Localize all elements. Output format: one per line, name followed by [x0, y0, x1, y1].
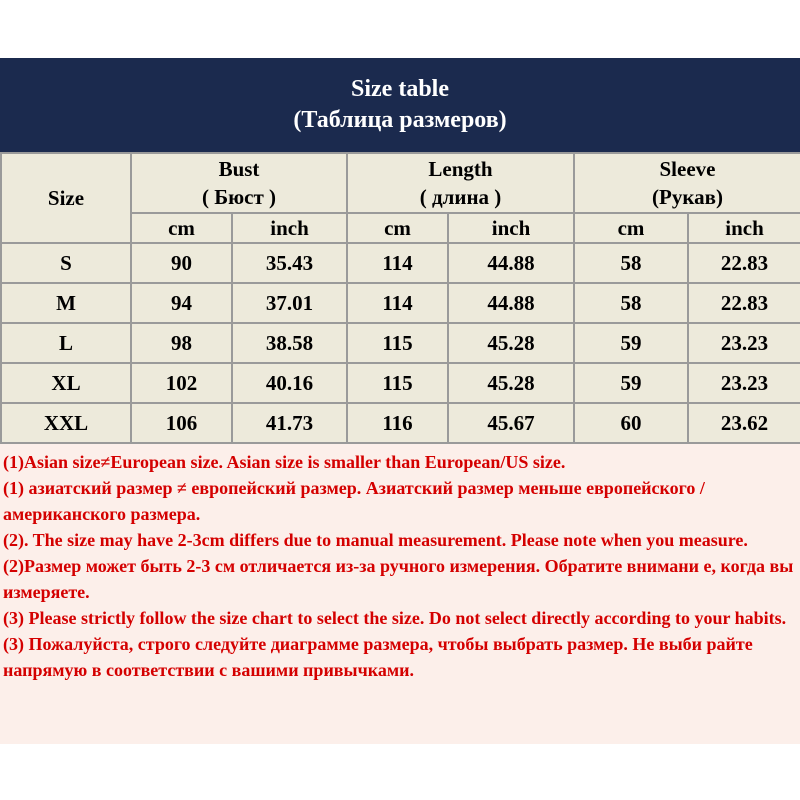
table-row [1, 283, 800, 323]
table-row [1, 363, 800, 403]
note-measurement-en: (2). The size may have 2-3cm differs due to manual measurement. Please note when you measure. [3, 530, 748, 550]
sleeve-cm-cell: 59 [574, 363, 688, 403]
length-inch-cell: 45.67 [448, 403, 574, 443]
size-cell: L [1, 323, 131, 363]
sleeve-inch-cell: 23.23 [688, 363, 800, 403]
sleeve-translation: (Рукав) [652, 185, 723, 209]
sleeve-inch-cell: 23.62 [688, 403, 800, 443]
bust-cm-cell: 102 [131, 363, 232, 403]
length-cm-cell: 115 [347, 363, 448, 403]
note-follow-chart-ru: (3) Пожалуйста, строго следуйте диаграмме размера, чтобы выбрать размер. Не выби райте напрямую в соответствии с вашими привычками. [3, 634, 753, 680]
size-cell: XL [1, 363, 131, 403]
size-table [0, 152, 800, 444]
unit-header-cm: cm [131, 213, 232, 243]
size-cell: S [1, 243, 131, 283]
size-table-header [0, 58, 800, 152]
note-measurement-ru: (2)Размер может быть 2-3 см отличается из-за ручного измерения. Обратите внимани е, когда вы измеряете. [3, 556, 794, 602]
length-inch-cell: 45.28 [448, 363, 574, 403]
bust-translation: ( Бюст ) [201, 185, 277, 209]
bust-label: Bust [218, 157, 260, 181]
bust-inch-cell: 35.43 [232, 243, 347, 283]
sleeve-cm-cell: 60 [574, 403, 688, 443]
size-column-header: Size [1, 153, 131, 243]
unit-header-inch: inch [448, 213, 574, 243]
bust-inch-cell: 38.58 [232, 323, 347, 363]
unit-header-cm: cm [574, 213, 688, 243]
length-cm-cell: 114 [347, 283, 448, 323]
size-chart [0, 58, 800, 744]
sleeve-cm-cell: 58 [574, 283, 688, 323]
size-cell: M [1, 283, 131, 323]
length-column-header [347, 153, 574, 213]
length-label: Length [428, 157, 493, 181]
note-follow-chart-en: (3) Please strictly follow the size chart to select the size. Do not select directly according to your habits. [3, 608, 787, 628]
length-inch-cell: 45.28 [448, 323, 574, 363]
length-cm-cell: 116 [347, 403, 448, 443]
length-inch-cell: 44.88 [448, 283, 574, 323]
table-row [1, 243, 800, 283]
bust-cm-cell: 94 [131, 283, 232, 323]
sleeve-column-header [574, 153, 800, 213]
sleeve-inch-cell: 22.83 [688, 243, 800, 283]
sleeve-inch-cell: 23.23 [688, 323, 800, 363]
length-cm-cell: 114 [347, 243, 448, 283]
note-asian-size-en: (1)Asian size≠European size. Asian size is smaller than European/US size. [3, 452, 566, 472]
length-inch-cell: 44.88 [448, 243, 574, 283]
sleeve-label: Sleeve [659, 157, 716, 181]
unit-header-inch: inch [232, 213, 347, 243]
bust-cm-cell: 106 [131, 403, 232, 443]
size-cell: XXL [1, 403, 131, 443]
unit-header-cm: cm [347, 213, 448, 243]
bust-inch-cell: 37.01 [232, 283, 347, 323]
unit-header-inch: inch [688, 213, 800, 243]
bust-cm-cell: 98 [131, 323, 232, 363]
length-cm-cell: 115 [347, 323, 448, 363]
notes-panel [0, 444, 800, 744]
sleeve-cm-cell: 58 [574, 243, 688, 283]
page-subtitle: (Таблица размеров) [293, 107, 507, 133]
bust-column-header [131, 153, 347, 213]
table-row [1, 403, 800, 443]
bust-inch-cell: 41.73 [232, 403, 347, 443]
page-title: Size table [351, 76, 449, 102]
bust-inch-cell: 40.16 [232, 363, 347, 403]
bust-cm-cell: 90 [131, 243, 232, 283]
sleeve-cm-cell: 59 [574, 323, 688, 363]
table-row [1, 323, 800, 363]
note-asian-size-ru: (1) азиатский размер ≠ европейский размер. Азиатский размер меньше европейского / американского размера. [3, 478, 705, 524]
sleeve-inch-cell: 22.83 [688, 283, 800, 323]
length-translation: ( длина ) [419, 185, 502, 209]
